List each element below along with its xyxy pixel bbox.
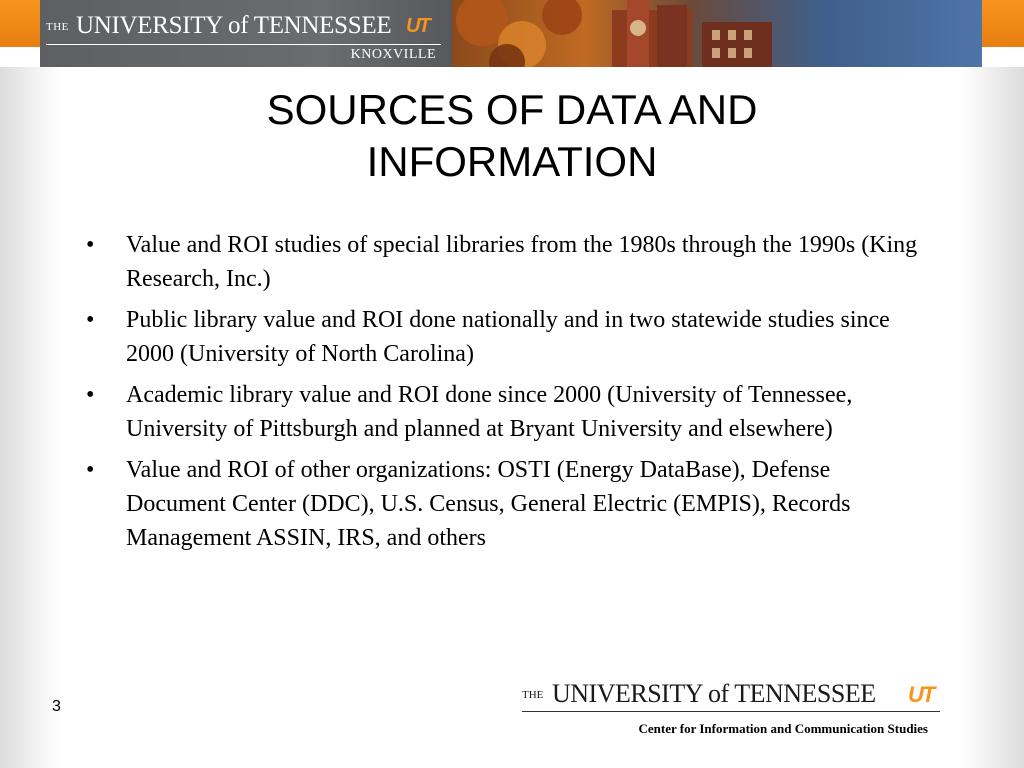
- logo-campus: KNOXVILLE: [350, 47, 436, 62]
- footer-ut-logo-mark: UT: [908, 682, 934, 707]
- bullet-item: [86, 453, 936, 555]
- campus-photo: [452, 0, 982, 67]
- footer-logo-university-name: UNIVERSITY of TENNESSEE: [552, 679, 876, 708]
- bullet-text: Value and ROI of other organizations: OSTI (Energy DataBase), Defense Document Center (DDC), U.S. Census, General Electric (EMPIS), Records Management ASSIN, IRS, and others: [126, 457, 851, 551]
- footer-caption: Center for Information and Communication Studies: [638, 721, 928, 736]
- bullet-list: [86, 228, 936, 562]
- slide-title: [130, 84, 894, 188]
- orange-accent-left: [0, 0, 40, 47]
- bullet-icon: •: [86, 307, 95, 333]
- footer-logo-the: THE: [522, 689, 544, 701]
- bullet-item: [86, 303, 936, 371]
- slide-title-line-1: SOURCES OF DATA AND: [266, 86, 758, 133]
- page-number: 3: [52, 698, 61, 715]
- bullet-text: Academic library value and ROI done since 2000 (University of Tennessee, University of Pittsburgh and planned at Bryant University and elsewhere): [126, 382, 853, 442]
- logo-rule: [46, 44, 441, 45]
- bullet-icon: •: [86, 232, 95, 258]
- bullet-item: [86, 228, 936, 296]
- slide-title-line-2: INFORMATION: [366, 138, 658, 185]
- header-banner: [0, 0, 1024, 67]
- orange-accent-right: [982, 0, 1024, 47]
- ut-logo-mark: UT: [406, 15, 429, 37]
- footer-logo-rule: [522, 711, 940, 712]
- bullet-icon: •: [86, 382, 95, 408]
- logo-university-name: UNIVERSITY of TENNESSEE: [76, 12, 392, 39]
- bullet-item: [86, 378, 936, 446]
- university-logo-header: [46, 12, 446, 64]
- bullet-text: Public library value and ROI done nationally and in two statewide studies since 2000 (University of North Carolina): [126, 307, 890, 367]
- bullet-text: Value and ROI studies of special libraries from the 1980s through the 1990s (King Research, Inc.): [126, 232, 918, 292]
- logo-the: THE: [46, 21, 69, 33]
- university-logo-footer: [522, 680, 942, 714]
- bullet-icon: •: [86, 457, 95, 483]
